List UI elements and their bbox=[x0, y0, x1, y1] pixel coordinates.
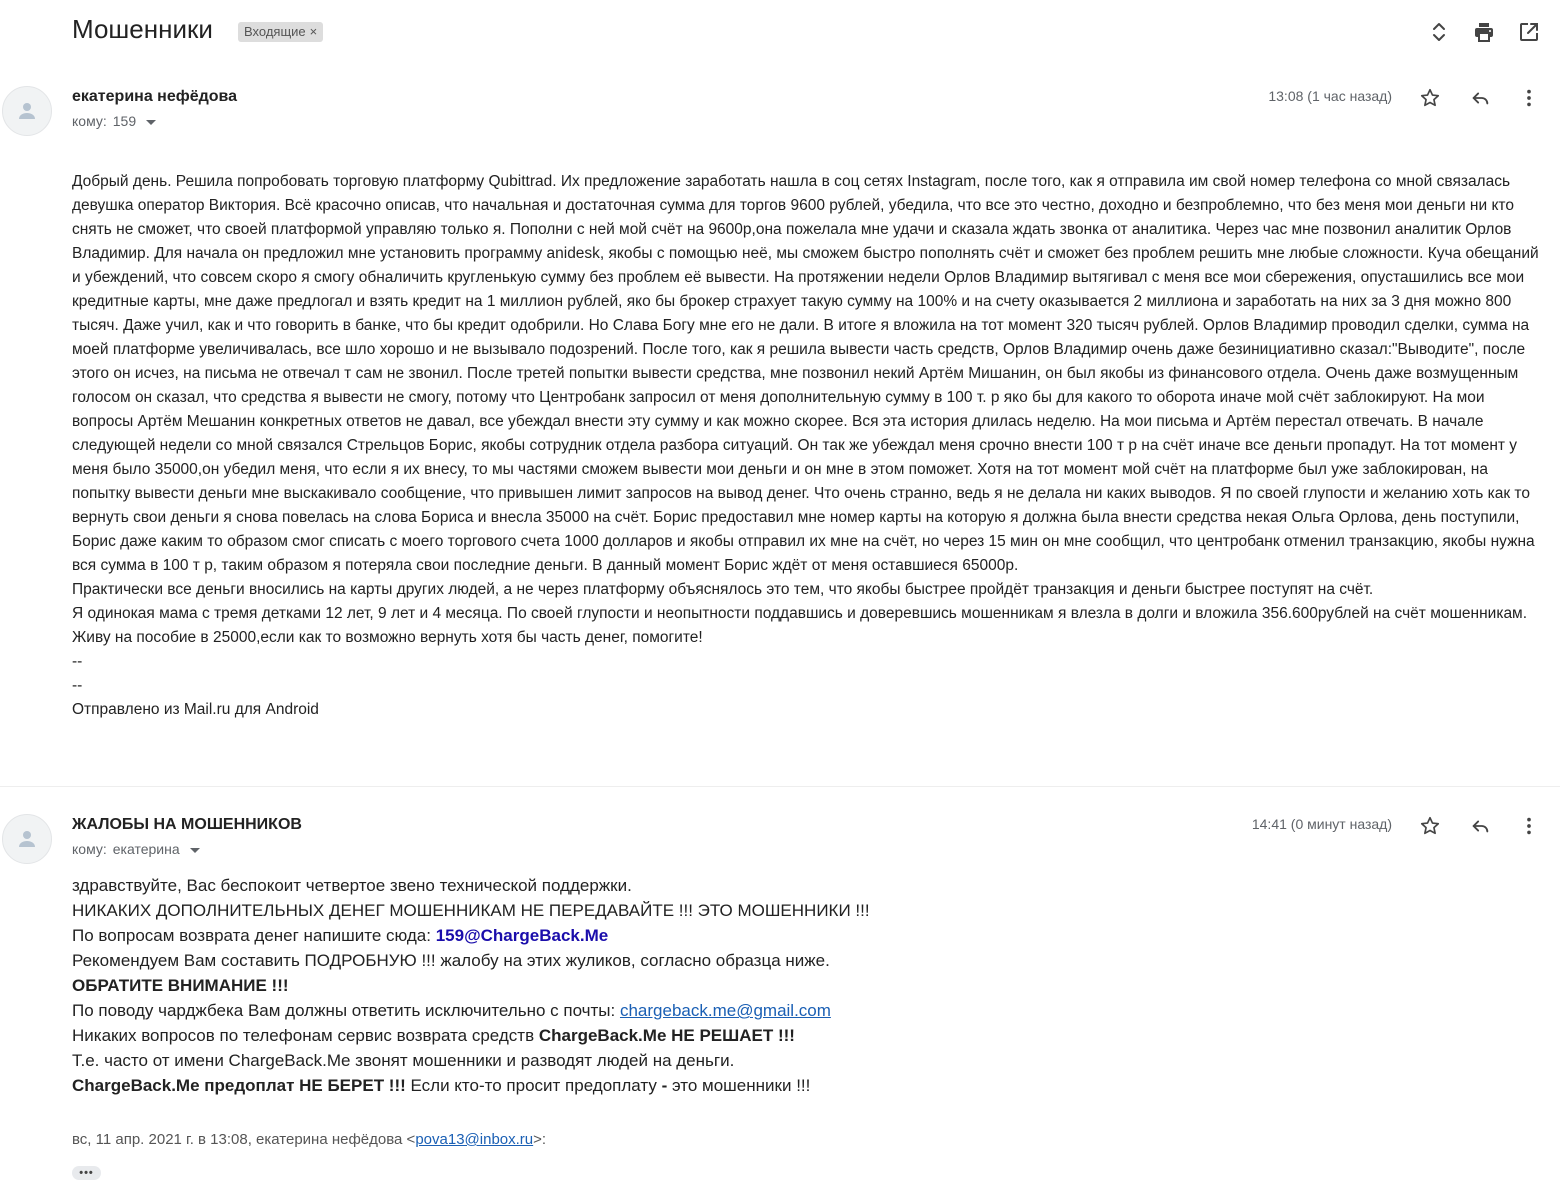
paragraph: Я одинокая мама с тремя детками 12 лет, 9 лет и 4 месяца. По своей глупости и неопытности поддавшись и доверевшись мошенникам я влезла в долги и вложила 356.600рублей на счёт мошенникам. Живу на пособие в 25000,если как то возможно вернуть хотя бы часть денег, помогите! bbox=[72, 605, 1528, 646]
chevron-down-icon[interactable] bbox=[146, 120, 156, 125]
open-new-window-icon[interactable] bbox=[1515, 18, 1543, 46]
remove-label-button[interactable]: × bbox=[309, 24, 318, 39]
body-line: Рекомендуем Вам составить ПОДРОБНУЮ !!! жалобу на этих жуликов, согласно образца ниже. bbox=[72, 951, 830, 970]
signature: Отправлено из Mail.ru для Android bbox=[72, 701, 319, 718]
quote-suffix: >: bbox=[533, 1131, 547, 1148]
person-icon bbox=[15, 827, 39, 851]
to-label: кому: bbox=[72, 841, 107, 857]
show-trimmed-content-button[interactable]: ••• bbox=[72, 1166, 101, 1180]
print-icon[interactable] bbox=[1470, 18, 1498, 46]
recipient-line bbox=[72, 113, 156, 129]
to-value: 159 bbox=[112, 113, 137, 129]
message-body bbox=[72, 873, 1472, 1098]
body-text: Никаких вопросов по телефонам сервис возврата средств bbox=[72, 1026, 539, 1045]
body-line: здравствуйте, Вас беспокоит четвертое звено технической поддержки. bbox=[72, 876, 632, 895]
body-line bbox=[72, 923, 1472, 948]
paragraph: Практически все деньги вносились на карты других людей, а не через платформу объяснялось это тем, что якобы быстрее пройдёт транзакция и деньги быстрее поступят на счёт. bbox=[72, 581, 1374, 598]
message-body bbox=[72, 170, 1548, 722]
avatar bbox=[2, 814, 52, 864]
body-text: Если кто-то просит предоплату bbox=[405, 1076, 662, 1095]
label-chip-inbox[interactable] bbox=[238, 22, 323, 42]
person-icon bbox=[15, 99, 39, 123]
chevron-down-icon[interactable] bbox=[190, 848, 200, 853]
signature-separator: -- bbox=[72, 653, 83, 670]
expand-collapse-icon[interactable] bbox=[1425, 18, 1453, 46]
quote-header bbox=[72, 1131, 546, 1148]
chargeback-email-link[interactable]: chargeback.me@gmail.com bbox=[619, 1001, 831, 1020]
body-text: По вопросам возврата денег напишите сюда: bbox=[72, 926, 436, 945]
body-line bbox=[72, 1023, 1472, 1048]
body-bold-text: ChargeBack.Me предоплат НЕ БЕРЕТ !!! bbox=[72, 1076, 406, 1095]
sender-name[interactable]: екатерина нефёдова bbox=[72, 88, 238, 105]
quote-prefix: вс, 11 апр. 2021 г. в 13:08, екатерина нефёдова < bbox=[72, 1131, 416, 1148]
reply-icon[interactable] bbox=[1466, 84, 1494, 112]
body-line: ОБРАТИТЕ ВНИМАНИЕ !!! bbox=[72, 976, 289, 995]
quoted-email-link[interactable]: pova13@inbox.ru bbox=[415, 1131, 534, 1148]
body-bold-text: ChargeBack.Me НЕ РЕШАЕТ !!! bbox=[538, 1026, 795, 1045]
message-divider bbox=[0, 786, 1560, 787]
body-line: НИКАКИХ ДОПОЛНИТЕЛЬНЫХ ДЕНЕГ МОШЕННИКАМ НЕ ПЕРЕДАВАЙТЕ !!! ЭТО МОШЕННИКИ !!! bbox=[72, 901, 870, 920]
body-line bbox=[72, 998, 1472, 1023]
recipient-line bbox=[72, 841, 200, 857]
body-line bbox=[72, 1073, 1472, 1098]
more-options-icon[interactable] bbox=[1515, 812, 1543, 840]
to-value: екатерина bbox=[112, 841, 180, 857]
avatar bbox=[2, 86, 52, 136]
body-text: это мошенники !!! bbox=[667, 1076, 811, 1095]
message-time: 13:08 (1 час назад) bbox=[1268, 88, 1392, 104]
body-line: Т.е. часто от имени ChargeBack.Me звонят мошенники и разводят людей на деньги. bbox=[72, 1051, 735, 1070]
reply-icon[interactable] bbox=[1466, 812, 1494, 840]
label-chip-text: Входящие bbox=[244, 24, 306, 39]
message-time: 14:41 (0 минут назад) bbox=[1251, 816, 1392, 832]
star-icon[interactable] bbox=[1416, 812, 1444, 840]
body-bold-text: - bbox=[661, 1076, 668, 1095]
sender-name[interactable]: ЖАЛОБЫ НА МОШЕННИКОВ bbox=[72, 816, 302, 833]
body-text: По поводу чарджбека Вам должны ответить исключительно с почты: bbox=[72, 1001, 620, 1020]
paragraph: Добрый день. Решила попробовать торговую платформу Qubittrad. Их предложение заработать нашла в соц сетях Instagram, после того, как я отправила им свой номер телефона со мной связалась девушка оператор Виктория. Всё красочно описав, что начальная и достаточная сумма для торгов 9600 рублей, убедила, что все это честно, доходно и безпроблемно, что без меня мои деньги ни кто снять не сможет, что своей платформой управляю только я. Пополни с ней мой счёт на 9600р,она пожелала мне удачи и сказала ждать звонка от аналитика. Через час мне позвонил аналитик Орлов Владимир. Для начала он предложил мне установить программу anidesk, якобы с помощью неё, мы сможем быстро пополнять счёт и сможет без проблем решить мне любые сложности. Куча обещаний и убеждений, что совсем скоро я смогу обналичить кругленькую сумму без проблем её вывести. На протяжении недели Орлов Владимир вытягивал с меня все мои сбережения, опусташились все мои кредитные карты, мне даже предлогал и взять кредит на 1 миллион рублей, яко бы брокер страхует такую сумму на 100% и на счету оказывается 2 миллиона и заработать на них за 3 дня можно 800 тысяч. Даже учил, как и что говорить в банке, что бы кредит одобрили. Но Слава Богу мне его не дали. В итоге я вложила на тот момент 320 тысяч рублей. Орлов Владимир проводил сделки, сумма на моей платформе увеличивалась, все шло хорошо и не вызывало подозрений. После того, как я решила вывести часть средств, Орлов Владимир очень даже безинициативно сказал:"Выводите", после этого он исчез, на письма не отвечал т сам не звонил. После третей попытки вывести средства, мне позвонил некий Артём Мишанин, он был якобы из финансового отдела. Очень даже возмущенным голосом он сказал, что средства я вывести не смогу, потому что Центробанк запросил от меня дополнительную сумму в 100 т. р яко бы для какого то оборота иначе мой счёт заблокируют. На мои вопросы Артём Мешанин конкретных ответов не давал, все убеждал внести эту сумму и как можно скорее. Вся эта история длилась неделю. На мои письма и Артём перестал отвечать. В начале следующей недели со мной связался Стрельцов Борис, якобы сотрудник отдела разбора ситуаций. Он так же убеждал меня срочно внести 100 т р на счёт иначе все деньги пропадут. На тот момент у меня было 35000,он убедил меня, что если я их внесу, то мы частями сможем вывести мои деньги и он мне в этом поможет. Хотя на тот момент мой счёт на платформе был уже заблокирован, на попытку вывести деньги мне выскакивало сообщение, что привышен лимит запросов на вывод денег. Что очень странно, ведь я не делала ни каких выводов. Я по своей глупости и желанию хоть как то вернуть свои деньги я снова повелась на слова Бориса и внесла 35000 на счёт. Борис предоставил мне номер карты на которую я должна была внести средства некая Ольга Орлова, день поступили, Борис даже каким то образом смог списать с моего торгового счета 1000 долларов и якобы отправил их мне на счёт, но через 15 мин он мне сообщил, что центробанк отменил транзакцию, якобы нужна вся сумма в 100 т р, таким образом я потеряла свои последние деньги. В данный момент Борис ждёт от меня оставшиеся 65000р. bbox=[72, 173, 1539, 574]
star-icon[interactable] bbox=[1416, 84, 1444, 112]
to-label: кому: bbox=[72, 113, 107, 129]
more-options-icon[interactable] bbox=[1515, 84, 1543, 112]
support-email: 159@ChargeBack.Me bbox=[435, 926, 609, 945]
signature-separator: -- bbox=[72, 677, 83, 694]
email-subject: Мошенники bbox=[72, 14, 213, 44]
